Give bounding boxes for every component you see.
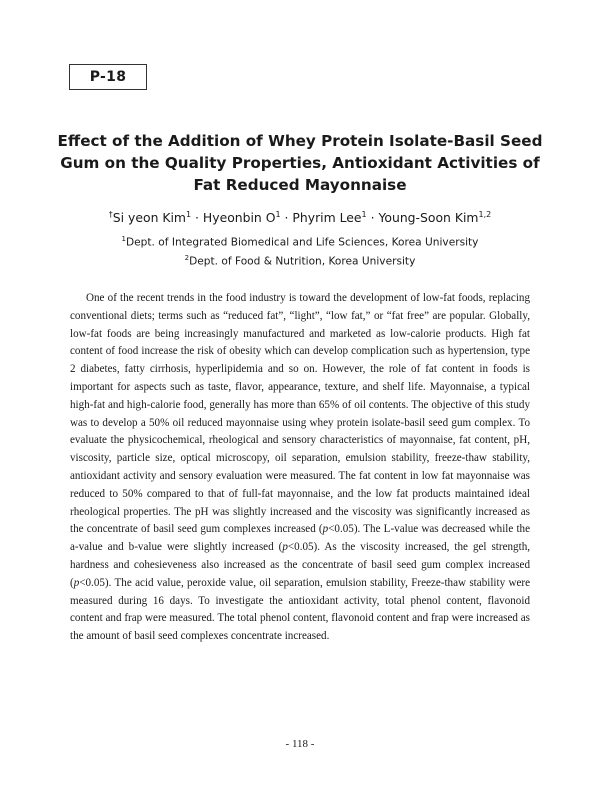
affiliation-line — [40, 251, 560, 270]
abstract-text: <0.05). As the viscosity increased, the gel strength, hardness and cohesieveness also increased as the concentrate of basil seed gum complex increased ( — [70, 541, 531, 589]
author-list — [40, 206, 560, 226]
author-name: Hyeonbin O — [202, 210, 276, 226]
author-name: Si yeon Kim — [112, 210, 186, 226]
p-value-symbol: p — [282, 541, 288, 554]
paper-title: Effect of the Addition of Whey Protein Isolate-Basil Seed Gum on the Quality Properties, Antioxidant Activities of Fat Reduced Mayonnaise — [57, 132, 543, 194]
page-number: - 118 - — [285, 738, 315, 750]
abstract-text: <0.05). The acid value, peroxide value, oil separation, emulsion stability, Freeze-thaw stability were measured during 16 days. To investigate the antioxidant activity, total phenol content, flavonoid content and frap were measured. The total phenol content, flavonoid content and frap were increased as the amount of basil seed complexes concentrate increased. — [70, 576, 530, 643]
author-separator: · — [280, 210, 293, 226]
corresponding-author-mark: † — [108, 210, 113, 219]
abstract-text: <0.05). The L-value was decreased while the a-value and b-value were slightly increased ( — [70, 523, 531, 554]
author-affiliation-mark: 1 — [186, 210, 192, 219]
poster-id-badge: P-18 — [69, 64, 147, 90]
author-separator: · — [366, 210, 379, 226]
author-affiliation-mark: 1 — [275, 210, 281, 219]
abstract-body — [70, 290, 530, 646]
author-name: Phyrim Lee — [292, 210, 362, 226]
p-value-symbol: p — [322, 523, 329, 536]
author-affiliation-mark: 1 — [361, 210, 367, 219]
affiliation-list — [40, 232, 560, 269]
affiliation-text: Dept. of Food & Nutrition, Korea University — [189, 255, 416, 268]
affiliation-number: 2 — [184, 253, 190, 262]
p-value-symbol: p — [73, 576, 80, 589]
affiliation-number: 1 — [121, 235, 126, 243]
abstract-text: One of the recent trends in the food industry is toward the development of low-fat foods, replacing conventional diets; terms such as “reduced fat”, “light”, “low fat,” or “fat free” are popular. Globally, low-fat foods are being increasingly manufactured and marketed as low-calorie products. High fat content of food increase the risk of obesity which can develop complication such as hypertension, type 2 diabetes, fatty cirrhosis, hyperlipidemia and so on. However, the role of fat content in foods is important for aspects such as taste, flavor, appearance, texture, and shelf life. Mayonnaise, a typical high-fat and high-calorie food, generally has more than 65% of oil contents. The objective of this study was to develop a 50% oil reduced mayonnaise using whey protein isolate-basil seed gum complex. To evaluate the physicochemical, rheological and sensory characteristics of mayonnaise, fat content, pH, viscosity, particle size, optical microscopy, oil separation, emulsion stability, freeze-thaw stability, antioxidant activity and sensory evaluation were measured. The fat content in low fat mayonnaise was reduced to 50% compared to that of full-fat mayonnaise, and the low fat products maintained ideal rheological properties. The pH was slightly increased and the viscosity was significantly increased as the concentrate of basil seed gum complexes increased ( — [70, 292, 530, 536]
author-separator: · — [191, 210, 203, 226]
affiliation-text: Dept. of Integrated Biomedical and Life Sciences, Korea University — [126, 236, 479, 249]
affiliation-line — [40, 232, 560, 251]
author-affiliation-mark: 1,2 — [478, 210, 492, 219]
author-name: Young-Soon Kim — [378, 210, 479, 226]
